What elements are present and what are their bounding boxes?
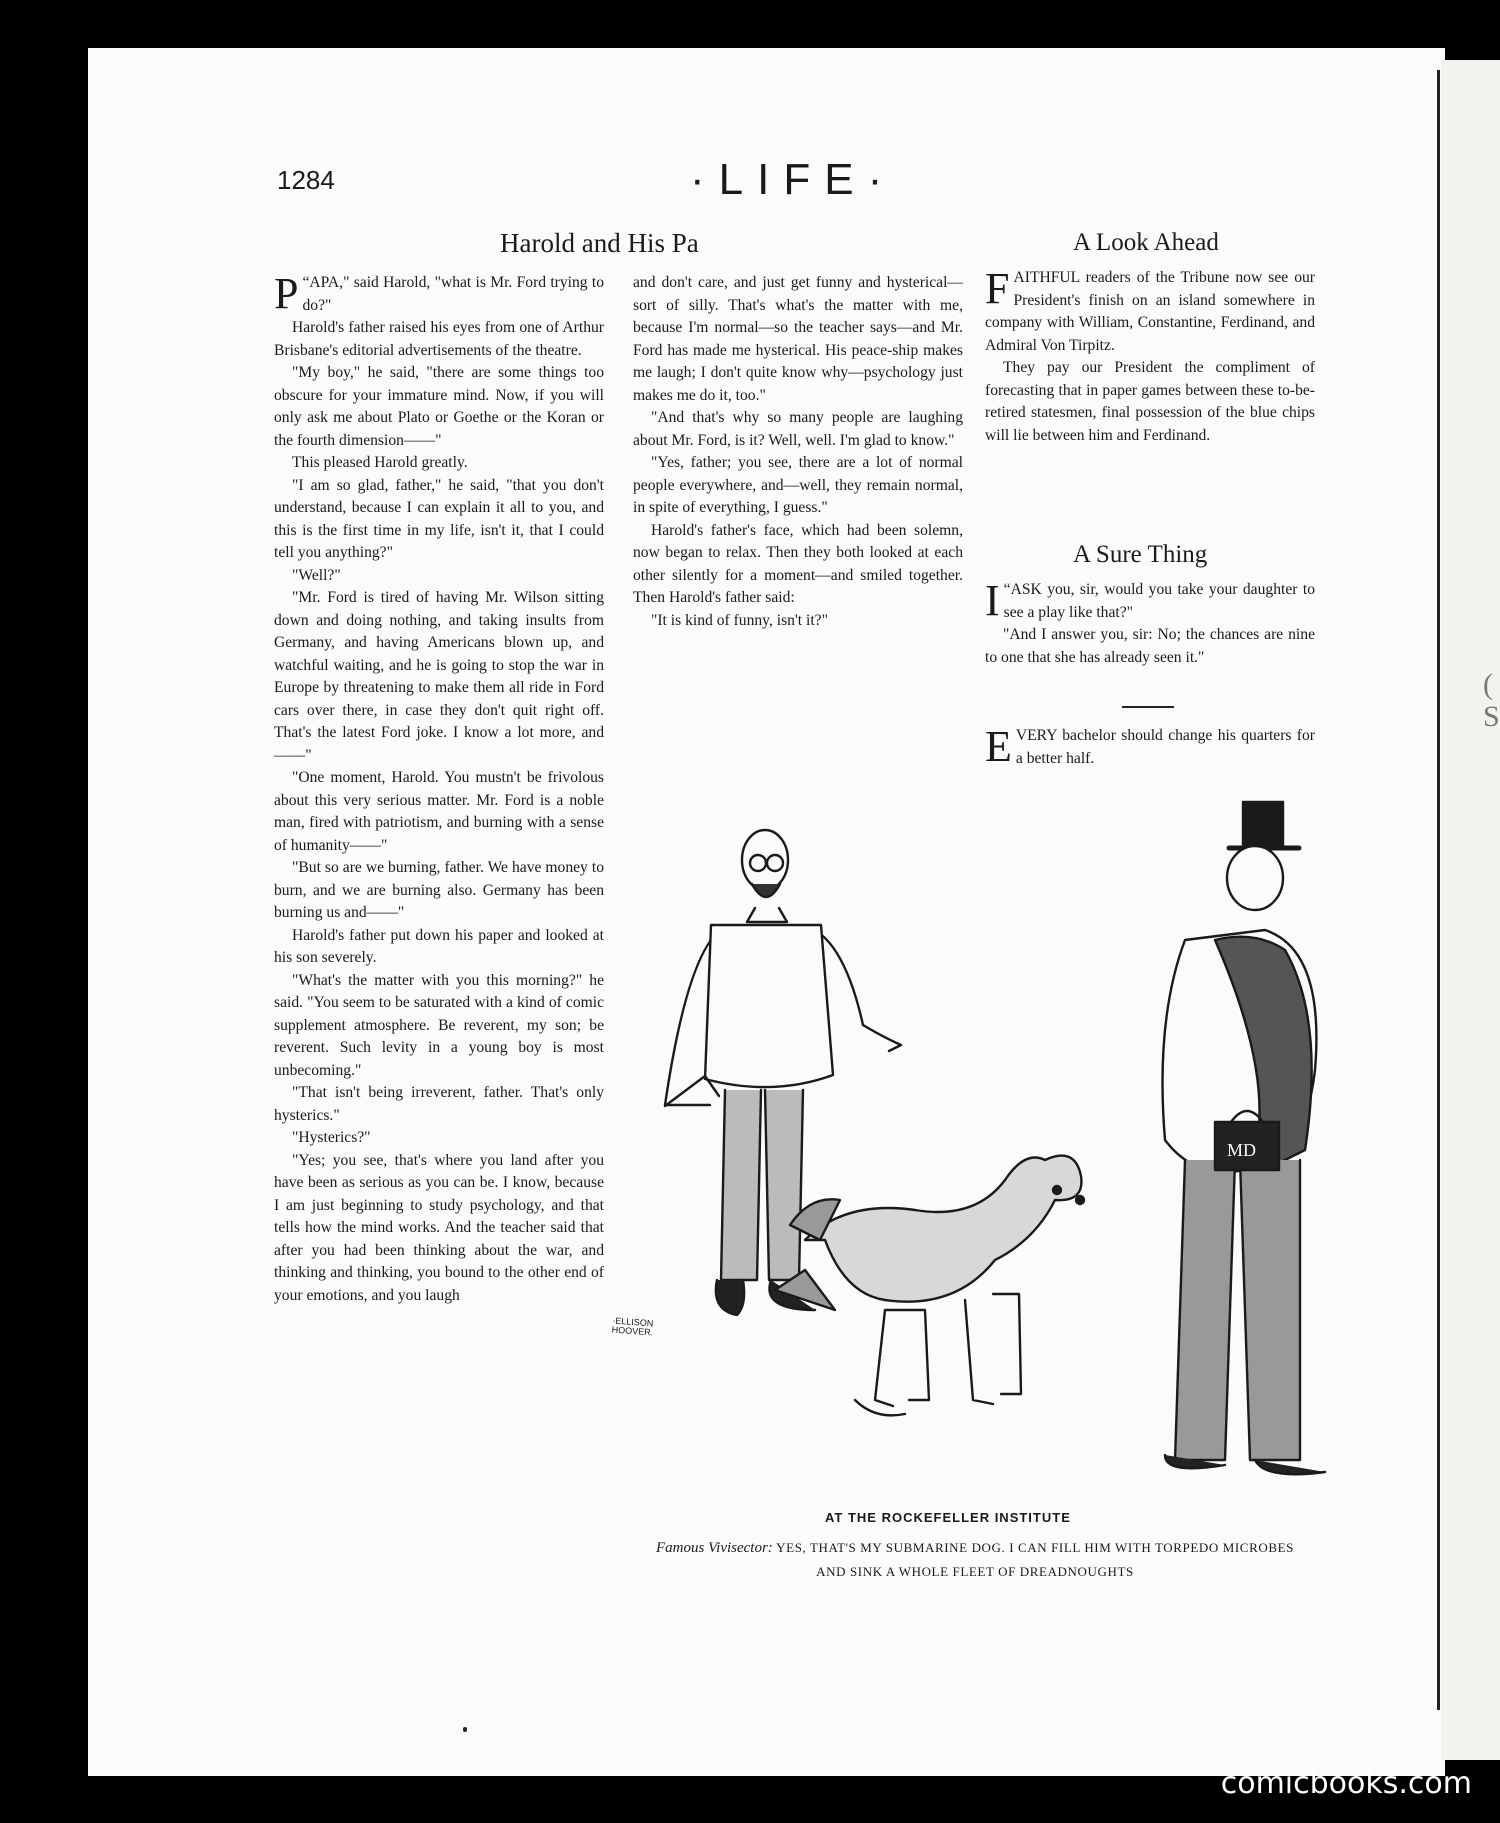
submarine-dog <box>775 1156 1084 1416</box>
section-divider <box>1122 706 1174 708</box>
bag-label: MD <box>1227 1140 1257 1160</box>
paragraph: "Well?" <box>292 566 341 584</box>
paragraph: This pleased Harold greatly. <box>292 454 468 471</box>
paragraph: and don't care, and just get funny and hysterical—sort of silly. That's what's the matter with me, because I'm normal—so the teacher says—and Mr. Ford has made me hysterical. His peace-ship makes me laugh; I don't quite know why—psychology just makes me do it, too." <box>633 274 963 404</box>
paragraph <box>985 722 1315 771</box>
bachelor-column <box>985 722 1315 771</box>
cartoon-illustration <box>625 800 1405 1490</box>
article-title-sure-thing: A Sure Thing <box>1073 541 1208 568</box>
paragraph: “ P APA," said Harold, "what is Mr. Ford trying to do?" <box>274 269 604 318</box>
caption-speaker: Famous Vivisector: <box>656 1540 773 1556</box>
paragraph: "Yes, father; you see, there are a lot of normal people everywhere, and—well, they remain normal, in spite of everything, I guess." <box>633 454 963 516</box>
doctor-in-top-hat <box>1163 802 1326 1474</box>
paragraph: "My boy," he said, "there are some things too obscure for your immature mind. Now, if you will only ask me about Plato or Goethe or the Koran or the fourth dimension——" <box>274 364 604 449</box>
cartoon-caption-title: AT THE ROCKEFELLER INSTITUTE <box>825 1510 1071 1525</box>
paragraph: Harold's father's face, which had been solemn, now began to relax. Then they both looked at each other silently for a moment—and smiled together. Then Harold's father said: <box>633 521 963 606</box>
paragraph: "One moment, Harold. You mustn't be frivolous about this very serious matter. Mr. Ford is a noble man, fired with patriotism, and burning with a sense of humanity——" <box>274 769 604 854</box>
paragraph <box>985 264 1315 357</box>
paragraph-text: ASK you, sir, would you take your daughter to see a play like that?" <box>1003 581 1315 621</box>
sliver-mark: ( <box>1483 668 1493 701</box>
paragraph: Harold's father raised his eyes from one of Arthur Brisbane's editorial advertisements of the theatre. <box>274 319 604 359</box>
page-number: 1284 <box>277 165 335 195</box>
look-ahead-column <box>985 264 1315 447</box>
paragraph: Harold's father put down his paper and looked at his son severely. <box>274 926 604 966</box>
article-title-look-ahead: A Look Ahead <box>1073 229 1219 256</box>
paragraph-text: VERY bachelor should change his quarters for a better half. <box>1015 727 1315 767</box>
sure-thing-column <box>985 576 1315 669</box>
caption-text: YES, THAT'S MY SUBMARINE DOG. I CAN FILL HIM WITH TORPEDO MICROBES AND SINK A WHOLE FLEET OF DREADNOUGHTS <box>776 1540 1294 1579</box>
masthead: ·LIFE· <box>690 155 897 204</box>
paragraph: "I am so glad, father," he said, "that you don't understand, because I can explain it all to you, and this is the first time in my life, isn't it, that I could tell you anything?" <box>274 476 604 561</box>
paragraph: They pay our President the compliment of forecasting that in paper games between these to-be-retired statesmen, final possession of the blue chips will lie between him and Ferdinand. <box>985 359 1315 444</box>
paragraph: "But so are we burning, father. We have money to burn, and we are burning also. Germany has been burning us and——" <box>274 859 604 921</box>
adjacent-page-sliver <box>1441 60 1500 1760</box>
paragraph-text: APA," said Harold, "what is Mr. Ford trying to do?" <box>302 274 604 314</box>
artist-signature: ·ELLISON HOOVER. <box>611 1315 654 1338</box>
paragraph-text: AITHFUL readers of the Tribune now see our President's finish on an island somewhere in company with William, Constantine, Ferdinand, and Admiral Von Tirpitz. <box>985 269 1315 354</box>
drop-cap: F <box>985 264 1010 313</box>
paragraph: "What's the matter with you this morning?" he said. "You seem to be saturated with a kind of comic supplement atmosphere. Be reverent, my son; be reverent. Such levity in a young boy is most unbecoming." <box>274 971 604 1079</box>
article-column-1 <box>274 269 604 1307</box>
drop-cap: I <box>985 576 1000 625</box>
paragraph: "That isn't being irreverent, father. That's only hysterics." <box>274 1084 604 1124</box>
print-speck <box>463 1727 467 1732</box>
paragraph: "And I answer you, sir: No; the chances are nine to one that she has already seen it." <box>985 626 1315 666</box>
paragraph: "Mr. Ford is tired of having Mr. Wilson sitting down and doing nothing, and taking insults from Germany, and having Americans blown up, and watchful waiting, and he is going to stop the war in Europe by threatening to make them all ride in Ford cars over there, in case they don't quit right off. That's the latest Ford joke. I know a lot more, and——" <box>274 589 604 764</box>
paragraph: "It is kind of funny, isn't it?" <box>651 611 828 629</box>
paragraph: "Yes; you see, that's where you land after you have been as serious as you can be. I know, because I am just beginning to study psychology, and that tells how the mind works. And the teacher said that after you had been thinking about the war, and thinking and thinking, you bound to the other end of your emotions, and you laugh <box>274 1151 604 1304</box>
paragraph: "And that's why so many people are laughing about Mr. Ford, is it? Well, well. I'm glad to know." <box>633 409 963 449</box>
article-title-harold: Harold and His Pa <box>500 228 699 258</box>
drop-cap: E <box>985 722 1012 771</box>
cartoon-caption <box>655 1536 1295 1584</box>
page-edge <box>1437 70 1440 1710</box>
sliver-mark: S <box>1483 700 1500 733</box>
article-column-2 <box>633 272 963 632</box>
paragraph: “ I ASK you, sir, would you take your daughter to see a play like that?" <box>985 576 1315 625</box>
watermark: comicbooks.com <box>1220 1766 1472 1801</box>
paragraph: "Hysterics?" <box>292 1129 371 1146</box>
drop-cap: P <box>274 269 299 318</box>
